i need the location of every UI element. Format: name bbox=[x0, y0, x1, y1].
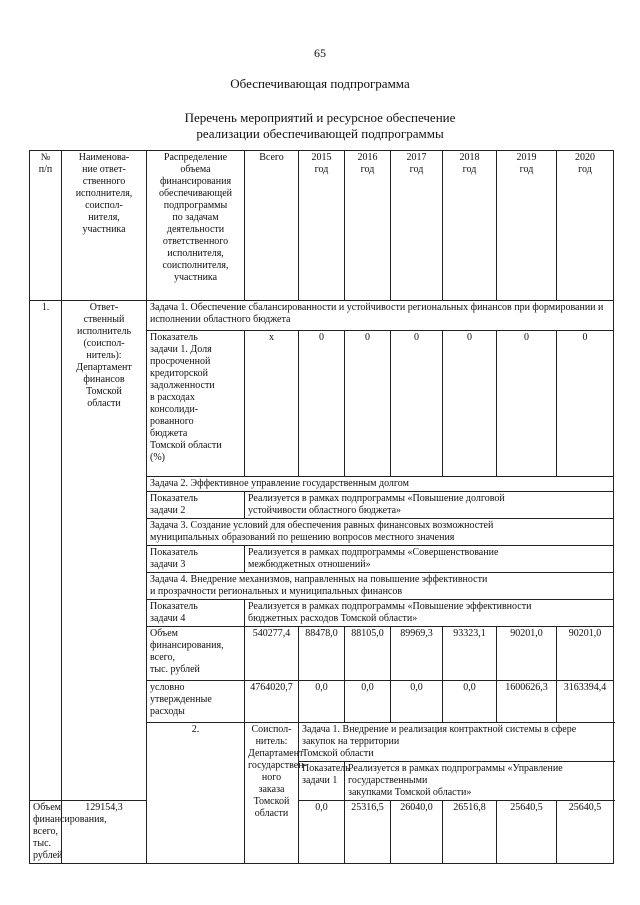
header-distribution: Распределение объема финансирования обеспечивающей подпрограммы по задачам деятельности ответственного исполнителя, соисполнителя, участника bbox=[147, 151, 245, 301]
b1-cond-total: 4764020,7 bbox=[245, 681, 299, 723]
b1-num: 1. bbox=[30, 301, 62, 801]
header-2016: 2016 год bbox=[345, 151, 391, 301]
page-number: 65 bbox=[314, 46, 326, 60]
b1-fin-2016: 88105,0 bbox=[345, 627, 391, 681]
b2-name: Соиспол- нитель: Департамент государствен- ного заказа Томской области bbox=[245, 723, 299, 864]
b1-cond-2020: 3163394,4 bbox=[557, 681, 614, 723]
header-2020: 2020 год bbox=[557, 151, 614, 301]
b1-ind4-text: Реализуется в рамках подпрограммы «Повышение эффективности бюджетных расходов Томской области» bbox=[245, 600, 614, 627]
b1-ind1-2020: 0 bbox=[557, 331, 614, 477]
b2-fin-label: Объем финансирования, всего, тыс. рублей bbox=[30, 801, 62, 864]
b1-ind1-total: х bbox=[245, 331, 299, 477]
subtitle-line-1: Перечень мероприятий и ресурсное обеспечение bbox=[184, 110, 456, 125]
header-2019: 2019 год bbox=[497, 151, 557, 301]
b1-cond-2017: 0,0 bbox=[391, 681, 443, 723]
b2-fin-total: 129154,3 bbox=[62, 801, 147, 864]
b2-num: 2. bbox=[147, 723, 245, 864]
header-num: № п/п bbox=[30, 151, 62, 301]
b1-fin-2020: 90201,0 bbox=[557, 627, 614, 681]
b1-fin-2018: 93323,1 bbox=[443, 627, 497, 681]
b1-fin-2017: 89969,3 bbox=[391, 627, 443, 681]
b1-ind1-2018: 0 bbox=[443, 331, 497, 477]
b1-ind1-2016: 0 bbox=[345, 331, 391, 477]
b1-fin-label: Объем финансирования, всего, тыс. рублей bbox=[147, 627, 245, 681]
b2-task1: Задача 1. Внедрение и реализация контрактной системы в сфере закупок на территории Томской области bbox=[299, 723, 614, 762]
b1-ind3-label: Показатель задачи 3 bbox=[147, 546, 245, 573]
b1-task4: Задача 4. Внедрение механизмов, направленных на повышение эффективности и прозрачности региональных и муниципальных финансов bbox=[147, 573, 614, 600]
b1-fin-2019: 90201,0 bbox=[497, 627, 557, 681]
b1-ind3-text: Реализуется в рамках подпрограммы «Совершенствование межбюджетных отношений» bbox=[245, 546, 614, 573]
b1-ind2-text: Реализуется в рамках подпрограммы «Повышение долговой устойчивости областного бюджета» bbox=[245, 492, 614, 519]
b1-cond-2016: 0,0 bbox=[345, 681, 391, 723]
b2-ind1-text: Реализуется в рамках подпрограммы «Управление государственными закупками Томской области» bbox=[345, 762, 614, 801]
b2-fin-row bbox=[30, 801, 614, 864]
b2-fin-2020: 25640,5 bbox=[557, 801, 614, 864]
b1-cond-label: условно утвержденные расходы bbox=[147, 681, 245, 723]
b1-ind1-2019: 0 bbox=[497, 331, 557, 477]
subtitle-line-2: реализации обеспечивающей подпрограммы bbox=[196, 126, 444, 141]
b1-ind1-label: Показатель задачи 1. Доля просроченной кредиторской задолженности в расходах консолиди- рованного бюджета Томской области (%) bbox=[147, 331, 245, 477]
b1-ind4-label: Показатель задачи 4 bbox=[147, 600, 245, 627]
b1-ind1-2017: 0 bbox=[391, 331, 443, 477]
b1-cond-2018: 0,0 bbox=[443, 681, 497, 723]
b1-task1: Задача 1. Обеспечение сбалансированности и устойчивости региональных финансов при формировании и исполнении областного бюджета bbox=[147, 301, 614, 331]
b2-fin-2018: 26516,8 bbox=[443, 801, 497, 864]
b1-name: Ответ- ственный исполнитель (соиспол- нитель): Департамент финансов Томской области bbox=[62, 301, 147, 801]
b1-ind1-2015: 0 bbox=[299, 331, 345, 477]
b1-fin-2015: 88478,0 bbox=[299, 627, 345, 681]
header-2015: 2015 год bbox=[299, 151, 345, 301]
b1-task3: Задача 3. Создание условий для обеспечения равных финансовых возможностей муниципальных образований по решению вопросов местного значения bbox=[147, 519, 614, 546]
header-total: Всего bbox=[245, 151, 299, 301]
b1-task2: Задача 2. Эффективное управление государственным долгом bbox=[147, 477, 614, 492]
b2-fin-2017: 26040,0 bbox=[391, 801, 443, 864]
b2-fin-2019: 25640,5 bbox=[497, 801, 557, 864]
b1-task1-row bbox=[30, 301, 614, 331]
b2-fin-2016: 25316,5 bbox=[345, 801, 391, 864]
b1-cond-2019: 1600626,3 bbox=[497, 681, 557, 723]
activities-table bbox=[29, 150, 614, 864]
header-2017: 2017 год bbox=[391, 151, 443, 301]
header-2018: 2018 год bbox=[443, 151, 497, 301]
header-name: Наименова- ние ответ- ственного исполнителя, соиспол- нителя, участника bbox=[62, 151, 147, 301]
b1-fin-total: 540277,4 bbox=[245, 627, 299, 681]
b2-ind1-label: Показатель задачи 1 bbox=[299, 762, 345, 801]
b1-cond-2015: 0,0 bbox=[299, 681, 345, 723]
page-subtitle bbox=[0, 110, 640, 142]
page-title: Обеспечивающая подпрограмма bbox=[230, 76, 410, 91]
header-row bbox=[30, 151, 614, 301]
b1-ind2-label: Показатель задачи 2 bbox=[147, 492, 245, 519]
b2-fin-2015: 0,0 bbox=[299, 801, 345, 864]
